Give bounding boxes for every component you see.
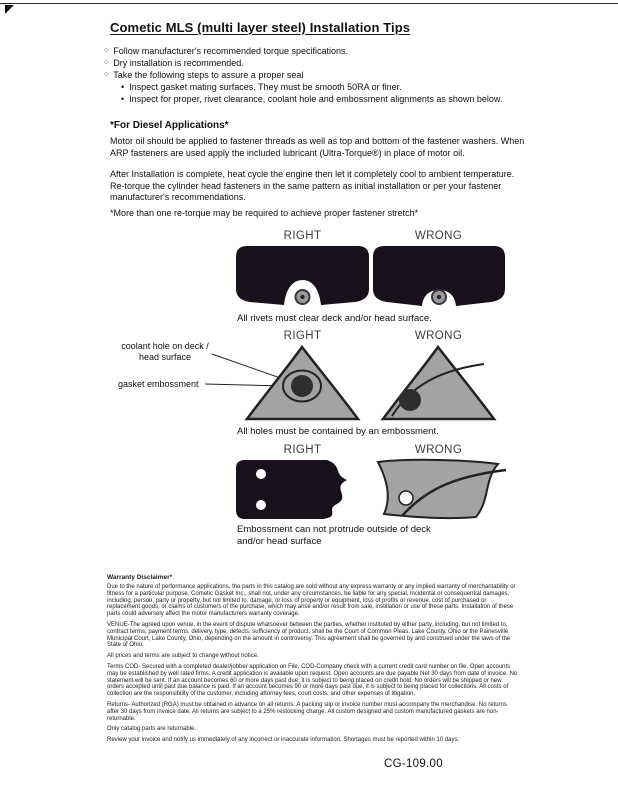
circle-bullet-icon: ○ — [104, 47, 109, 54]
fig1-wrong-label: WRONG — [414, 230, 463, 242]
list-item — [104, 69, 534, 81]
warranty-text-block — [107, 584, 519, 748]
tip-text: Follow manufacturer's recommended torque specifications. — [113, 46, 349, 56]
fig1-right-label: RIGHT — [283, 230, 322, 242]
fig2-wrong-label: WRONG — [414, 330, 463, 342]
fig3-right-label: RIGHT — [283, 444, 322, 456]
warranty-paragraph: Due to the nature of performance applications, the parts in this catalog are sold without any express warranty or any implied warranty of merchantability or fitness for a particular purpose. Cometic Gasket Inc., shall not, under any circumstances, be liable for any special, incidental or consequential damages, including, person, party or property, but not limited to, damage, or loss of property or equipment, loss of profits or revenue, cost of purchased or replacement goods, or claims of customers of the purchase, which may arise and/or result from sale, instillation or use of these parts. Installation of these parts could adversely affect the motor manufacturers warranty coverage. — [107, 584, 516, 618]
fig1-caption: All rivets must clear deck and/or head surface. — [237, 313, 432, 324]
retorque-note: *More than one re-torque may be required to achieve proper fastener stretch* — [110, 208, 419, 218]
warranty-paragraph: Terms COD- Secured with a completed dealer/jobber application on File, COD-Company check with a current credit card number on file. Open accounts may be established by well rated firms. A credit application is available upon request. Open accounts are due payable Net 30 days from date of invoice. No statement will be sent. If an account becomes 60 or more days past due, it is subject to being placed on credit hold. No orders will be shipped or new orders accepted until past due balance is paid. If an account becomes 90 or more days past due, it is subject to being placed for collections. All costs of collection are the responsibility of the customer, including attorney fees, court costs, and other expenses of litigation. — [107, 663, 518, 698]
embossment-inside-diagram — [235, 458, 370, 521]
list-item — [104, 45, 534, 57]
warranty-paragraph: VENUE-The agreed upon venue, in the event of dispute whatsoever between the parties, whether instituted by either party, including, but not limited to, contract terms, payment terms, delivery, type, defects, sufficiency of product, shall be the Court of Common Pleas, Lake County, Ohio or the Painesville Municipal Court, Lake County, Ohio, depending on the amount in controversy. This agreement shall be governed by and construed under the laws of the State of Ohio. — [107, 621, 511, 649]
fig3-right-diagram — [235, 458, 370, 521]
page-number: CG-109.00 — [384, 758, 443, 770]
warranty-paragraph: Only catalog parts are returnable. — [107, 726, 197, 733]
fig2-wrong-diagram — [372, 344, 506, 422]
top-rule — [0, 3, 618, 4]
rivet-overlap-diagram — [372, 245, 506, 308]
gasket-embossment-annotation: gasket embossment — [118, 379, 199, 389]
tip-text: Inspect for proper, rivet clearance, coolant hole and embossment alignments as shown below. — [129, 94, 503, 104]
circle-bullet-icon: ○ — [104, 71, 109, 78]
embossment-protruding-diagram — [372, 458, 506, 521]
coolant-hole-annotation: coolant hole on deck / head surface — [121, 341, 209, 362]
fig3-caption: Embossment can not protrude outside of deck and/or head surface — [237, 524, 431, 547]
diesel-paragraph-2: After Installation is complete, heat cycle the engine then let it completely cool to ambient temperature. Re-torque the cylinder head fasteners in the same pattern as initial installation or per your fastener manufacturer's recommendations. — [110, 169, 515, 202]
list-item — [121, 93, 534, 105]
registration-mark-icon — [5, 5, 14, 14]
circle-bullet-icon: ○ — [104, 59, 109, 66]
fig1-right-diagram — [235, 245, 370, 308]
fig2-right-diagram — [235, 344, 370, 422]
warranty-paragraph: Review your invoice and notify us immediately of any incorrect or inaccurate information. Shortages must be reported within 10 days. — [107, 737, 460, 744]
coolant-hole-icon — [399, 389, 421, 411]
diesel-applications-heading: *For Diesel Applications* — [110, 120, 229, 131]
warranty-paragraph: Returns- Authorized (RGA) must be obtained in advance on all returns. A packing slip or invoice number must accompany the merchandise. No returns after 30 days from invoice date. All returns are subject to a 25% restocking charge. All custom designed and custom manufactured gaskets are non-returnable. — [107, 701, 507, 722]
tips-list — [104, 45, 534, 105]
list-item — [121, 81, 534, 93]
list-item — [104, 57, 534, 69]
fig2-right-label: RIGHT — [283, 330, 322, 342]
warranty-paragraph: All prices and terms are subject to change without notice. — [107, 653, 259, 660]
fig3-wrong-diagram — [372, 458, 506, 521]
tip-text: Dry installation is recommended. — [113, 58, 244, 68]
coolant-hole-icon — [291, 375, 313, 397]
bolt-hole-icon — [256, 469, 266, 479]
bolt-hole-icon — [399, 491, 413, 505]
diesel-paragraph-1: Motor oil should be applied to fastener threads as well as top and bottom of the fastener washers. When ARP fasteners are used apply the included lubricant (Ultra-Torque®) in place of motor oil. — [110, 136, 525, 158]
fig1-wrong-diagram — [372, 245, 506, 308]
page-title: Cometic MLS (multi layer steel) Installation Tips — [110, 20, 411, 35]
dot-bullet-icon: • — [121, 82, 125, 92]
fig2-caption: All holes must be contained by an embossment. — [237, 426, 439, 437]
tip-text: Take the following steps to assure a proper seal — [113, 70, 304, 80]
rivet-clear-diagram — [235, 245, 370, 308]
warranty-heading: Warranty Disclaimer* — [107, 574, 173, 581]
hole-not-contained-diagram — [372, 344, 506, 422]
fig3-wrong-label: WRONG — [414, 444, 463, 456]
dot-bullet-icon: • — [121, 94, 125, 104]
bolt-hole-icon — [256, 500, 266, 510]
tip-text: Inspect gasket mating surfaces. They must be smooth 50RA or finer. — [129, 82, 402, 92]
hole-contained-diagram — [235, 344, 370, 422]
